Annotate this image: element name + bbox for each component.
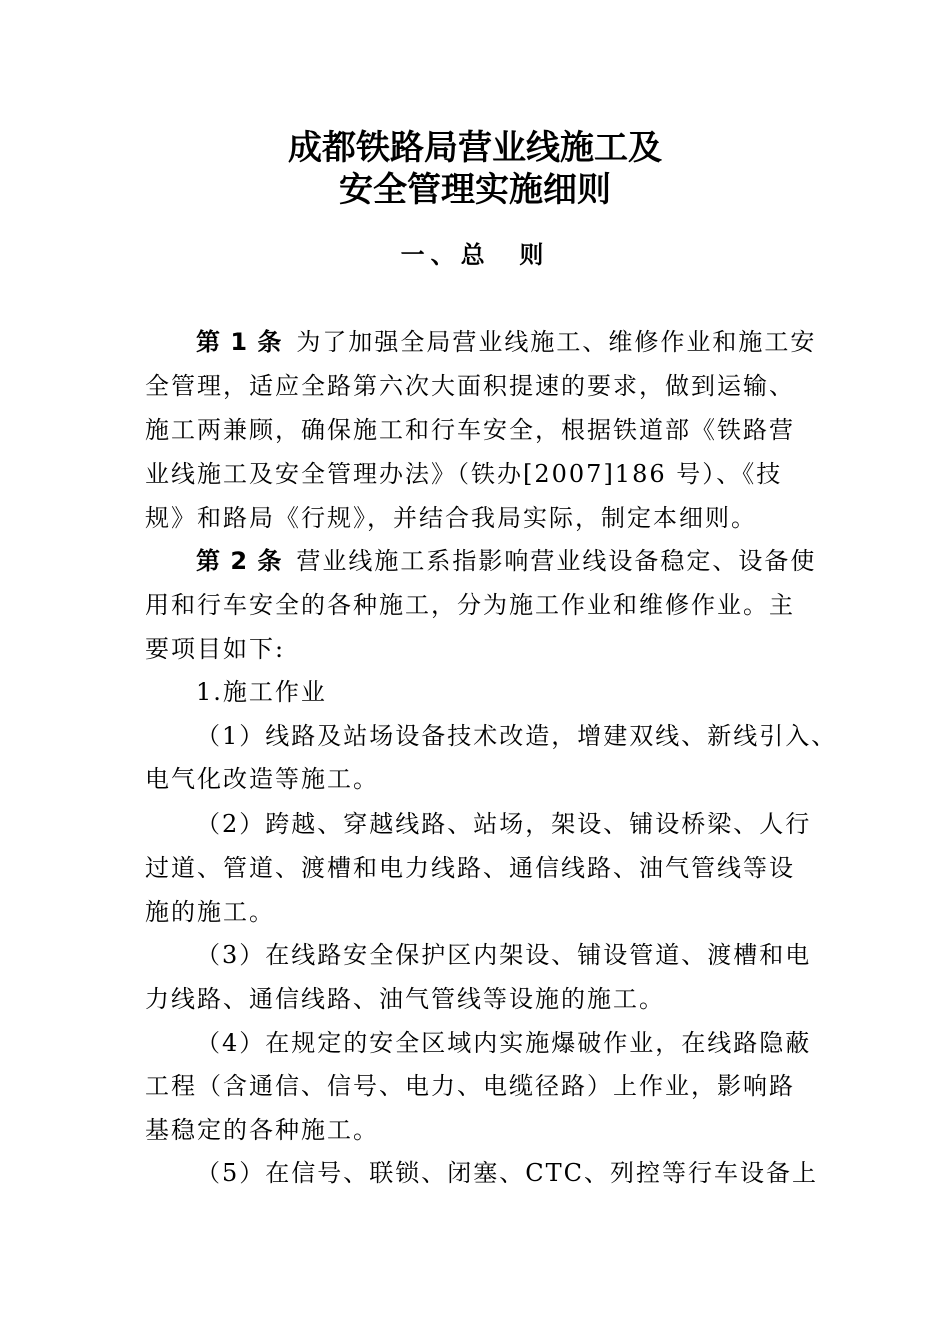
article-1-label: 第 1 条 [196,328,283,356]
subitem-1-line: （1）线路及站场设备技术改造，增建双线、新线引入、 [196,722,838,750]
article-2-first-line [196,546,816,576]
article-1-text-line: 为了加强全局营业线施工、维修作业和施工安 [296,328,817,356]
subitem-2-line: 过道、管道、渡槽和电力线路、通信线路、油气管线等设 [145,854,795,882]
document-title-line-2: 安全管理实施细则 [339,170,611,210]
subitem-4-line: 基稳定的各种施工。 [145,1116,379,1144]
article-1-text-line: 全管理，适应全路第六次大面积提速的要求，做到运输、 [145,372,795,400]
article-1-text-line: 规》和路局《行规》，并结合我局实际，制定本细则。 [145,504,757,532]
article-1-text-line: 施工两兼顾，确保施工和行车安全，根据铁道部《铁路营 [145,416,795,444]
document-title-line-1: 成都铁路局营业线施工及 [288,128,662,168]
subitem-2-line: （2）跨越、穿越线路、站场，架设、铺设桥梁、人行 [196,810,812,838]
subitem-4-line: 工程（含通信、信号、电力、电缆径路）上作业，影响路 [145,1072,795,1100]
item-1-heading: 1.施工作业 [196,678,327,706]
subitem-2-line: 施的施工。 [145,898,275,926]
article-1-first-line [196,327,816,357]
subitem-1-line: 电气化改造等施工。 [145,765,379,793]
article-2-label: 第 2 条 [196,547,283,575]
section-heading: 一、总 则 [400,241,550,269]
subitem-3-line: 力线路、通信线路、油气管线等设施的施工。 [145,985,665,1013]
article-1-text-line: 业线施工及安全管理办法》（铁办[2007]186 号）、《技 [145,460,783,488]
subitem-5-line: （5）在信号、联锁、闭塞、CTC、列控等行车设备上 [196,1159,819,1187]
article-2-text-line: 营业线施工系指影响营业线设备稳定、设备使 [296,547,817,575]
subitem-4-line: （4）在规定的安全区域内实施爆破作业，在线路隐蔽 [196,1029,812,1057]
article-2-text-line: 用和行车安全的各种施工，分为施工作业和维修作业。主 [145,591,795,619]
subitem-3-line: （3）在线路安全保护区内架设、铺设管道、渡槽和电 [196,941,812,969]
article-2-text-line: 要项目如下: [145,635,286,663]
